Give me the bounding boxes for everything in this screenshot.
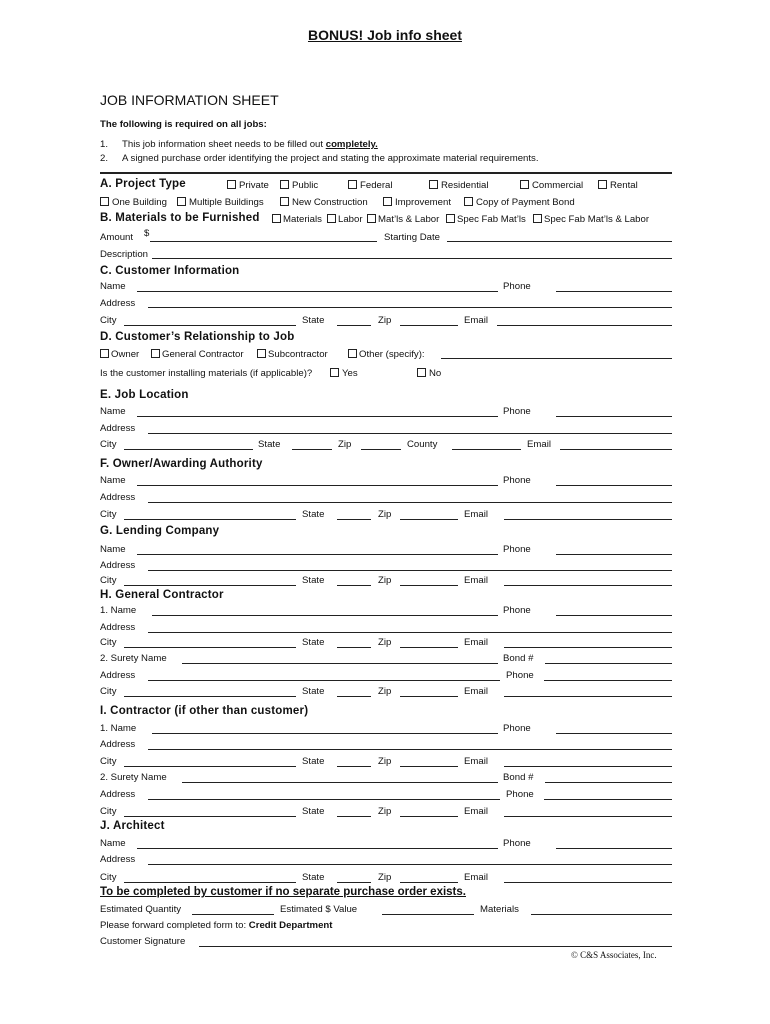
owner-phone-field[interactable]	[556, 485, 672, 486]
gc-bond-label: Bond #	[503, 653, 534, 664]
owner-email-label: Email	[464, 509, 488, 520]
owner-city-label: City	[100, 509, 117, 520]
section-f-title: F. Owner/Awarding Authority	[100, 458, 263, 470]
gc-bond-field[interactable]	[545, 663, 672, 664]
section-h-title: H. General Contractor	[100, 589, 224, 601]
contractor-surety-city-label: City	[100, 806, 117, 817]
contractor-name-field[interactable]	[152, 733, 498, 734]
checkbox-private[interactable]	[227, 180, 236, 189]
label-improvement: Improvement	[395, 197, 451, 208]
gc-city-label: City	[100, 637, 117, 648]
lender-phone-field[interactable]	[556, 554, 672, 555]
checkbox-yes[interactable]	[330, 368, 339, 377]
forward-text: Please forward completed form to:	[100, 920, 249, 931]
lender-name-label: Name	[100, 544, 126, 555]
dollar-sign: $	[144, 228, 150, 239]
label-public: Public	[292, 180, 319, 191]
owner-zip-field[interactable]	[400, 519, 458, 520]
architect-zip-label: Zip	[378, 872, 392, 883]
gc-zip-label: Zip	[378, 637, 392, 648]
architect-city-label: City	[100, 872, 117, 883]
customer-city-label: City	[100, 315, 117, 326]
architect-name-label: Name	[100, 838, 126, 849]
contractor-city-field[interactable]	[124, 766, 296, 767]
description-field[interactable]	[152, 258, 672, 259]
contractor-surety-city-field[interactable]	[124, 816, 296, 817]
gc-surety-zip-field[interactable]	[400, 696, 458, 697]
description-label: Description	[100, 249, 148, 260]
customer-phone-label: Phone	[503, 281, 531, 292]
amount-label: Amount	[100, 232, 134, 243]
customer-state-label: State	[302, 315, 325, 326]
architect-zip-field[interactable]	[400, 882, 458, 883]
po-heading: To be completed by customer if no separate purchase order exists.	[100, 886, 466, 898]
gc-state-field[interactable]	[337, 647, 371, 648]
lender-state-label: State	[302, 575, 325, 586]
label-owner: Owner	[111, 349, 140, 360]
lender-email-label: Email	[464, 575, 488, 586]
owner-state-label: State	[302, 509, 325, 520]
gc-email-label: Email	[464, 637, 488, 648]
owner-address-label: Address	[100, 492, 136, 503]
label-labor: Labor	[338, 214, 363, 225]
owner-address-field[interactable]	[148, 502, 672, 503]
job-address-label: Address	[100, 423, 136, 434]
lender-phone-label: Phone	[503, 544, 531, 555]
gc-surety-label: 2. Surety Name	[100, 653, 167, 664]
architect-name-field[interactable]	[137, 848, 498, 849]
checkbox-federal[interactable]	[348, 180, 357, 189]
checkbox-subcontractor[interactable]	[257, 349, 266, 358]
owner-state-field[interactable]	[337, 519, 371, 520]
contractor-address-label: Address	[100, 739, 136, 750]
architect-city-field[interactable]	[124, 882, 296, 883]
job-phone-field[interactable]	[556, 416, 672, 417]
label-commercial: Commercial	[532, 180, 584, 191]
gc-surety-city-field[interactable]	[124, 696, 296, 697]
label-spec-fab-mats-labor: Spec Fab Mat’ls & Labor	[544, 214, 650, 225]
estimated-quantity-label: Estimated Quantity	[100, 904, 182, 915]
gc-surety-state-label: State	[302, 686, 325, 697]
owner-city-field[interactable]	[124, 519, 296, 520]
architect-email-label: Email	[464, 872, 488, 883]
gc-surety-zip-label: Zip	[378, 686, 392, 697]
other-specify-field[interactable]	[441, 358, 672, 359]
gc-address-field[interactable]	[148, 632, 672, 633]
customer-zip-label: Zip	[378, 315, 392, 326]
section-c-title: C. Customer Information	[100, 265, 240, 277]
contractor-surety-address-label: Address	[100, 789, 136, 800]
checkbox-owner[interactable]	[100, 349, 109, 358]
job-county-label: County	[407, 439, 438, 450]
owner-zip-label: Zip	[378, 509, 392, 520]
contractor-surety-phone-field[interactable]	[544, 799, 672, 800]
lender-city-field[interactable]	[124, 585, 296, 586]
architect-address-label: Address	[100, 854, 136, 865]
job-email-label: Email	[527, 439, 551, 450]
section-i-title: I. Contractor (if other than customer)	[100, 705, 309, 717]
label-general-contractor: General Contractor	[162, 349, 244, 360]
owner-name-field[interactable]	[137, 485, 498, 486]
contractor-surety-zip-label: Zip	[378, 806, 392, 817]
contractor-phone-label: Phone	[503, 723, 531, 734]
label-rental: Rental	[610, 180, 638, 191]
checkbox-new-construction[interactable]	[280, 197, 289, 206]
label-multiple-buildings: Multiple Buildings	[189, 197, 264, 208]
gc-email-field[interactable]	[504, 647, 672, 648]
job-county-field[interactable]	[452, 449, 521, 450]
contractor-email-label: Email	[464, 756, 488, 767]
forward-instruction	[100, 920, 332, 931]
checkbox-one-building[interactable]	[100, 197, 109, 206]
gc-surety-email-label: Email	[464, 686, 488, 697]
gc-surety-city-label: City	[100, 686, 117, 697]
lender-city-label: City	[100, 575, 117, 586]
contractor-surety-state-label: State	[302, 806, 325, 817]
copyright: © C&S Associates, Inc.	[571, 950, 657, 960]
amount-field[interactable]	[150, 241, 377, 242]
section-d-title: D. Customer’s Relationship to Job	[100, 331, 295, 343]
section-j-title: J. Architect	[100, 820, 165, 832]
requirement-1-number: 1.	[100, 139, 109, 150]
customer-signature-label: Customer Signature	[100, 936, 186, 947]
contractor-surety-address-field[interactable]	[148, 799, 500, 800]
requirement-1	[122, 139, 378, 150]
label-federal: Federal	[360, 180, 393, 191]
lender-zip-label: Zip	[378, 575, 392, 586]
contractor-name-label: 1. Name	[100, 723, 137, 734]
customer-address-field[interactable]	[148, 307, 672, 308]
label-mats-labor: Mat’ls & Labor	[378, 214, 440, 225]
job-city-field[interactable]	[124, 449, 253, 450]
checkbox-mats-labor[interactable]	[367, 214, 376, 223]
lender-zip-field[interactable]	[400, 585, 458, 586]
job-phone-label: Phone	[503, 406, 531, 417]
section-e-title: E. Job Location	[100, 389, 189, 401]
job-state-field[interactable]	[292, 449, 332, 450]
gc-surety-email-field[interactable]	[504, 696, 672, 697]
contractor-state-label: State	[302, 756, 325, 767]
label-materials: Materials	[283, 214, 322, 225]
lender-address-field[interactable]	[148, 570, 672, 571]
checkbox-labor[interactable]	[327, 214, 336, 223]
checkbox-multiple-buildings[interactable]	[177, 197, 186, 206]
lender-address-label: Address	[100, 560, 136, 571]
job-name-field[interactable]	[137, 416, 498, 417]
customer-name-label: Name	[100, 281, 126, 292]
contractor-surety-state-field[interactable]	[337, 816, 371, 817]
contractor-email-field[interactable]	[504, 766, 672, 767]
architect-state-label: State	[302, 872, 325, 883]
contractor-surety-email-label: Email	[464, 806, 488, 817]
label-private: Private	[239, 180, 269, 191]
customer-phone-field[interactable]	[556, 291, 672, 292]
required-intro: The following is required on all jobs:	[100, 119, 267, 130]
checkbox-spec-fab-mats-labor[interactable]	[533, 214, 542, 223]
job-zip-field[interactable]	[361, 449, 401, 450]
owner-email-field[interactable]	[504, 519, 672, 520]
gc-address-label: Address	[100, 622, 136, 633]
requirement-2-number: 2.	[100, 153, 109, 164]
footer-materials-label: Materials	[480, 904, 519, 915]
job-city-label: City	[100, 439, 117, 450]
contractor-surety-zip-field[interactable]	[400, 816, 458, 817]
gc-surety-field[interactable]	[182, 663, 498, 664]
architect-address-field[interactable]	[148, 864, 672, 865]
owner-phone-label: Phone	[503, 475, 531, 486]
customer-address-label: Address	[100, 298, 136, 309]
requirement-2: A signed purchase order identifying the project and stating the approximate material requirements.	[122, 153, 539, 164]
architect-phone-field[interactable]	[556, 848, 672, 849]
contractor-zip-field[interactable]	[400, 766, 458, 767]
contractor-surety-phone-label: Phone	[506, 789, 534, 800]
section-divider	[100, 172, 672, 174]
checkbox-public[interactable]	[280, 180, 289, 189]
label-other: Other (specify):	[359, 349, 425, 360]
checkbox-other[interactable]	[348, 349, 357, 358]
contractor-bond-label: Bond #	[503, 772, 534, 783]
job-zip-label: Zip	[338, 439, 352, 450]
label-yes: Yes	[342, 368, 358, 379]
gc-surety-phone-label: Phone	[506, 670, 534, 681]
section-b-title: B. Materials to be Furnished	[100, 212, 260, 224]
architect-phone-label: Phone	[503, 838, 531, 849]
customer-signature-field[interactable]	[199, 946, 672, 947]
label-one-building: One Building	[112, 197, 167, 208]
installing-question: Is the customer installing materials (if applicable)?	[100, 368, 313, 379]
gc-phone-label: Phone	[503, 605, 531, 616]
contractor-zip-label: Zip	[378, 756, 392, 767]
estimated-value-field[interactable]	[382, 914, 474, 915]
customer-state-field[interactable]	[337, 325, 371, 326]
gc-state-label: State	[302, 637, 325, 648]
customer-city-field[interactable]	[124, 325, 296, 326]
job-state-label: State	[258, 439, 281, 450]
form-heading: JOB INFORMATION SHEET	[100, 92, 279, 108]
job-name-label: Name	[100, 406, 126, 417]
label-residential: Residential	[441, 180, 489, 191]
checkbox-materials[interactable]	[272, 214, 281, 223]
checkbox-general-contractor[interactable]	[151, 349, 160, 358]
label-subcontractor: Subcontractor	[268, 349, 328, 360]
contractor-state-field[interactable]	[337, 766, 371, 767]
label-payment-bond: Copy of Payment Bond	[476, 197, 575, 208]
starting-date-field[interactable]	[447, 241, 672, 242]
requirement-1-text: This job information sheet needs to be filled out	[122, 139, 326, 150]
starting-date-label: Starting Date	[384, 232, 440, 243]
contractor-surety-email-field[interactable]	[504, 816, 672, 817]
requirement-1-emphasis: completely.	[325, 139, 378, 150]
page-title: BONUS! Job info sheet	[307, 27, 462, 43]
label-spec-fab-mats: Spec Fab Mat’ls	[457, 214, 526, 225]
label-new-construction: New Construction	[292, 197, 368, 208]
checkbox-rental[interactable]	[598, 180, 607, 189]
estimated-quantity-field[interactable]	[192, 914, 274, 915]
customer-name-field[interactable]	[137, 291, 498, 292]
job-address-field[interactable]	[148, 433, 672, 434]
customer-zip-field[interactable]	[400, 325, 458, 326]
gc-surety-address-label: Address	[100, 670, 136, 681]
checkbox-residential[interactable]	[429, 180, 438, 189]
section-g-title: G. Lending Company	[100, 525, 220, 537]
footer-materials-field[interactable]	[531, 914, 672, 915]
contractor-address-field[interactable]	[148, 749, 672, 750]
architect-state-field[interactable]	[337, 882, 371, 883]
customer-email-field[interactable]	[497, 325, 672, 326]
gc-surety-address-field[interactable]	[148, 680, 500, 681]
lender-state-field[interactable]	[337, 585, 371, 586]
contractor-bond-field[interactable]	[545, 782, 672, 783]
gc-surety-phone-field[interactable]	[544, 680, 672, 681]
lender-email-field[interactable]	[504, 585, 672, 586]
gc-city-field[interactable]	[124, 647, 296, 648]
gc-name-label: 1. Name	[100, 605, 137, 616]
contractor-surety-label: 2. Surety Name	[100, 772, 167, 783]
checkbox-no[interactable]	[417, 368, 426, 377]
checkbox-spec-fab-mats[interactable]	[446, 214, 455, 223]
gc-phone-field[interactable]	[556, 615, 672, 616]
lender-name-field[interactable]	[137, 554, 498, 555]
customer-email-label: Email	[464, 315, 488, 326]
gc-zip-field[interactable]	[400, 647, 458, 648]
checkbox-commercial[interactable]	[520, 180, 529, 189]
gc-name-field[interactable]	[152, 615, 498, 616]
estimated-value-label: Estimated $ Value	[280, 904, 358, 915]
label-no: No	[429, 368, 442, 379]
owner-name-label: Name	[100, 475, 126, 486]
section-a-title: A. Project Type	[100, 178, 186, 190]
architect-email-field[interactable]	[504, 882, 672, 883]
contractor-surety-field[interactable]	[182, 782, 498, 783]
contractor-phone-field[interactable]	[556, 733, 672, 734]
gc-surety-state-field[interactable]	[337, 696, 371, 697]
job-email-field[interactable]	[560, 449, 672, 450]
credit-department: Credit Department	[248, 920, 333, 931]
checkbox-payment-bond[interactable]	[464, 197, 473, 206]
contractor-city-label: City	[100, 756, 117, 767]
checkbox-improvement[interactable]	[383, 197, 392, 206]
